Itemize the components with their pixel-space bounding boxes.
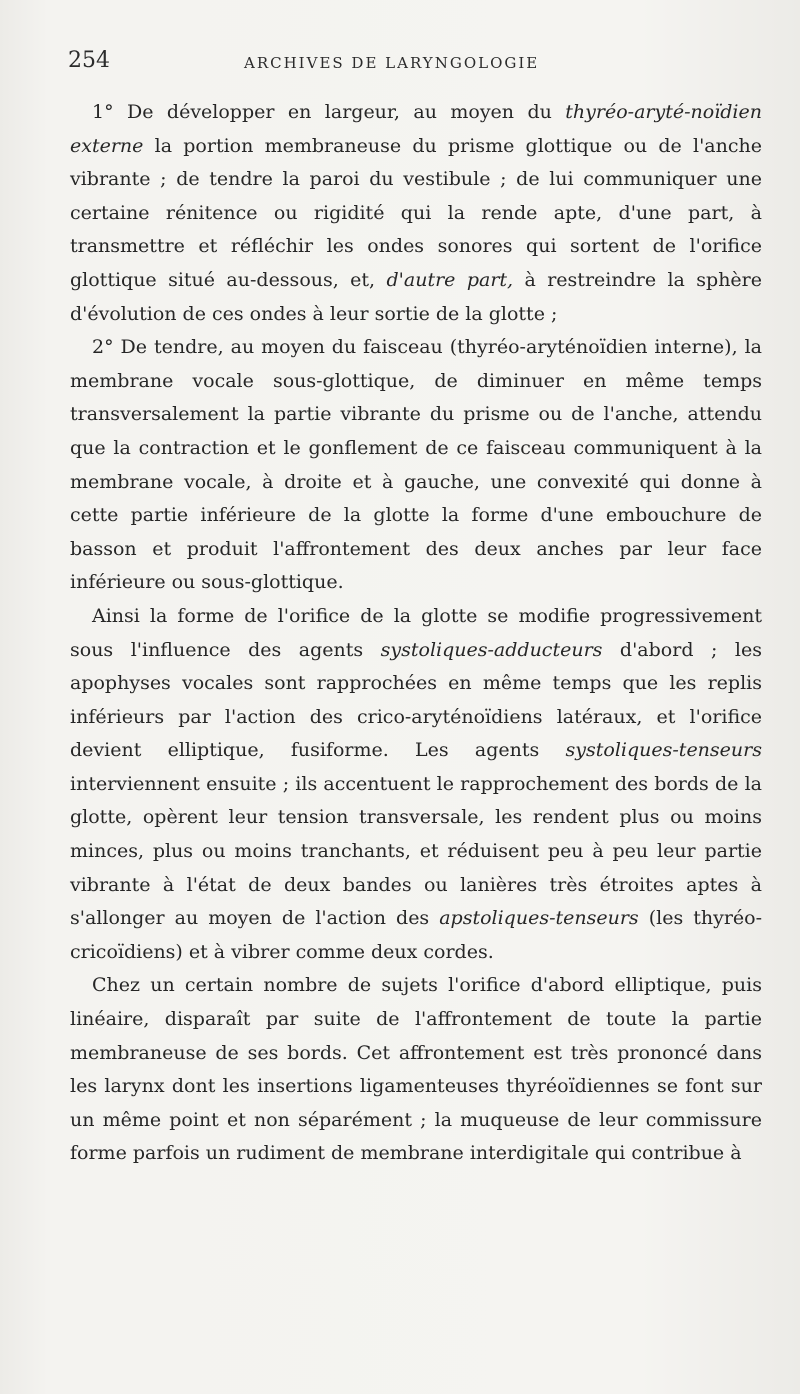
text-run: 1° De développer en largeur, au moyen du — [92, 101, 566, 123]
page-number: 254 — [68, 48, 110, 73]
paragraph-2 — [70, 331, 762, 600]
italic-run: apstoliques-tenseurs — [439, 907, 639, 930]
text-run: 2° De tendre, au moyen du faisceau (thyréo-aryténoïdien interne), la membrane vocale sous-glottique, de diminuer en même temps transversalement la partie vibrante du prisme ou de l'anche, attendu que la contraction et le gonflement de ce faisceau communiquent à la membrane vocale, à droite et à gauche, une convexité qui donne à cette partie inférieure de la glotte la forme d'une embouchure de basson et produit l'affrontement des deux anches par leur face inférieure ou sous-glottique. — [70, 336, 762, 594]
body-text — [70, 96, 762, 1171]
text-run: d'abord ; les apophyses vocales sont rapprochées en même temps que les replis inférieurs par l'action des crico-aryténoïdiens latéraux, et l'orifice devient elliptique, fusiforme. Les agents — [70, 638, 762, 762]
text-run: Ainsi la forme de l'orifice de la glotte se modifie progressivement sous l'influence des agents — [70, 604, 762, 661]
italic-run: systoliques-tenseurs — [565, 739, 762, 762]
italic-run: thyréo-aryté-noïdien externe — [70, 101, 762, 157]
text-run: à restreindre la sphère d'évolution de ces ondes à leur sortie de la glotte ; — [70, 268, 763, 325]
text-run: (les thyréo-cricoïdiens) et à vibrer comme deux cordes. — [70, 907, 763, 963]
paragraph-1 — [70, 96, 762, 331]
text-run: Chez un certain nombre de sujets l'orifice d'abord elliptique, puis linéaire, disparaît par suite de l'affrontement de toute la partie membraneuse de ses bords. Cet affrontement est très prononcé dans les larynx dont les insertions ligamenteuses thyréoïdiennes se font sur un même point et non séparément ; la muqueuse de leur commissure forme parfois un rudiment de membrane interdigitale qui contribue à — [70, 974, 762, 1165]
page-header — [68, 44, 758, 78]
paragraph-3 — [70, 600, 762, 970]
italic-run: d'autre part, — [386, 268, 514, 291]
italic-run: systoliques-adducteurs — [380, 638, 603, 661]
running-head: ARCHIVES DE LARYNGOLOGIE — [244, 54, 540, 72]
text-run: la portion membraneuse du prisme glottique ou de l'anche vibrante ; de tendre la paroi du vestibule ; de lui communiquer une certaine rénitence ou rigidité qui la rende apte, d'une part, à transmettre et réfléchir les ondes sonores qui sortent de l'orifice glottique situé au-dessous, et, — [70, 134, 762, 291]
paragraph-4 — [70, 969, 762, 1171]
text-run: interviennent ensuite ; ils accentuent le rapprochement des bords de la glotte, opèrent leur tension transversale, les rendent plus ou moins minces, plus ou moins tranchants, et réduisent peu à peu leur partie vibrante à l'état de deux bandes ou lanières très étroites aptes à s'allonger au moyen de l'action des — [70, 772, 762, 930]
